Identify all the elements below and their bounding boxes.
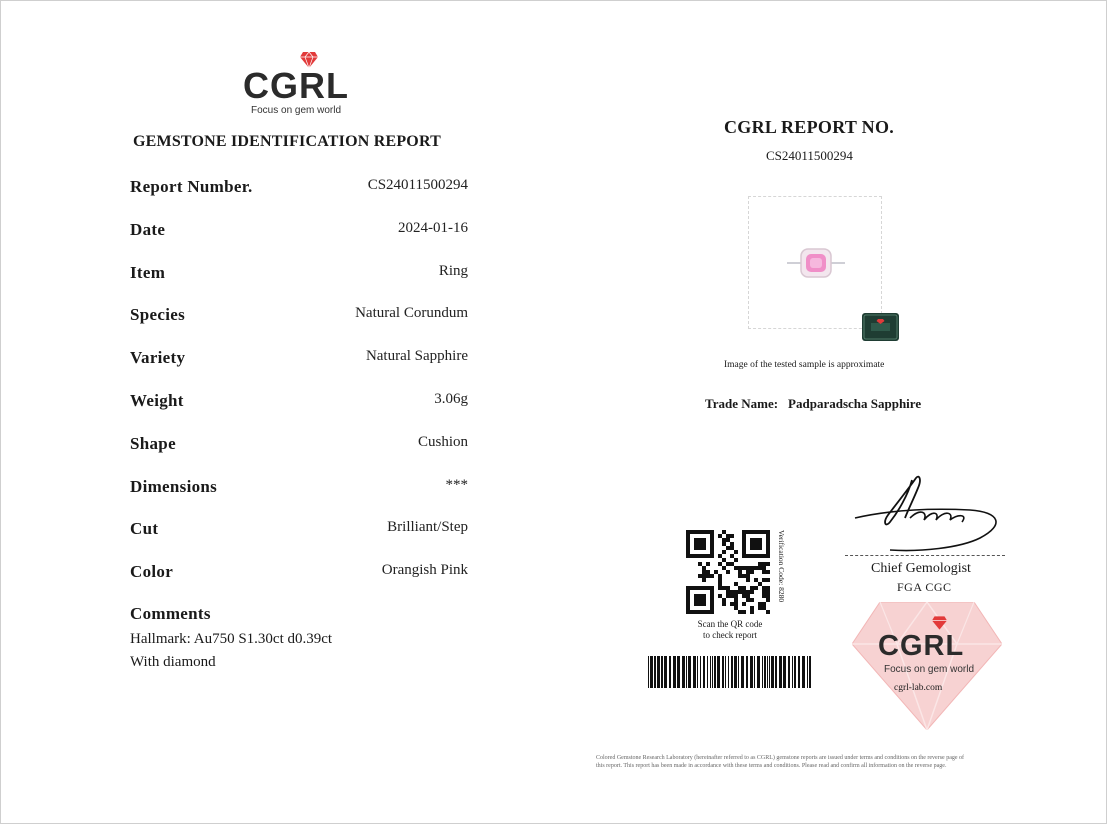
field-value: 3.06g [434,390,468,407]
report-no-value: CS24011500294 [766,148,853,163]
verification-code [772,530,786,614]
field-value: Ring [438,262,468,279]
field-value: Orangish Pink [381,562,468,579]
logo-tagline: Focus on gem world [251,105,342,116]
field-species [130,301,468,344]
qr-code[interactable] [686,530,772,614]
barcode [648,656,812,688]
seal-gem-icon [932,616,947,630]
field-label: Item [130,262,166,282]
field-label: Date [130,219,166,239]
comments-section [130,604,332,671]
seal-tagline: Focus on gem world [884,664,975,675]
signature-subtitle: FGA CGC [897,580,952,594]
qr-instruction [686,619,774,641]
comment-line: With diamond [130,654,216,670]
ring-photo-icon [787,248,845,278]
photo-disclaimer: Image of the tested sample is approximate [724,360,885,370]
field-value: 2024-01-16 [398,219,468,236]
field-cut [130,515,468,558]
signature-icon [850,470,1005,555]
trade-name-value: Padparadscha Sapphire [788,396,922,411]
footer-disclaimer [596,754,1036,770]
seal-wordmark: CGRL [878,630,965,662]
field-label: Dimensions [130,476,218,496]
field-label: Shape [130,433,176,453]
trade-name [705,396,921,412]
field-value: CS24011500294 [367,177,468,193]
signature-title: Chief Gemologist [871,561,971,576]
field-date [130,216,468,259]
comment-line: Hallmark: Au750 S1.30ct d0.39ct [130,631,333,647]
field-label: Species [130,305,185,325]
footer-line: Colored Gemstone Research Laboratory (hereinafter referred to as CGRL) gemstone reports are issued under terms and conditions on the reverse page of [596,755,965,761]
report-fields [130,173,468,601]
field-variety [130,344,468,387]
field-value: Brilliant/Step [387,519,468,536]
verification-code-text: Verification Code: 8280 [777,530,786,603]
field-label: Color [130,562,174,582]
field-color [130,558,468,601]
logo-wordmark: CGRL [243,65,349,106]
field-shape [130,430,468,473]
field-value: Cushion [417,433,468,450]
footer-line: this report. This report has been made in accordance with these terms and conditions. Please read and confirm all information on the reverse page. [596,763,947,769]
field-dimensions [130,473,468,516]
comments-label: Comments [130,604,211,623]
report-title: GEMSTONE IDENTIFICATION REPORT [133,133,442,150]
field-value: *** [445,476,468,493]
report-no-title: CGRL REPORT NO. [724,117,895,137]
qr-instruction-line: to check report [703,630,757,640]
field-label: Weight [130,390,184,410]
field-report-number [130,173,468,216]
seal-url: cgrl-lab.com [894,683,943,693]
field-item [130,259,468,302]
signature-line [845,555,1005,556]
field-label: Report Number. [130,177,253,196]
qr-instruction-line: Scan the QR code [697,619,763,629]
photo-seal-badge [862,313,899,341]
field-value: Natural Corundum [355,305,468,322]
field-weight [130,387,468,430]
trade-name-label: Trade Name: [705,396,779,411]
field-value: Natural Sapphire [365,348,468,365]
field-label: Cut [130,519,159,539]
field-label: Variety [130,348,186,368]
cgrl-logo [243,52,349,118]
